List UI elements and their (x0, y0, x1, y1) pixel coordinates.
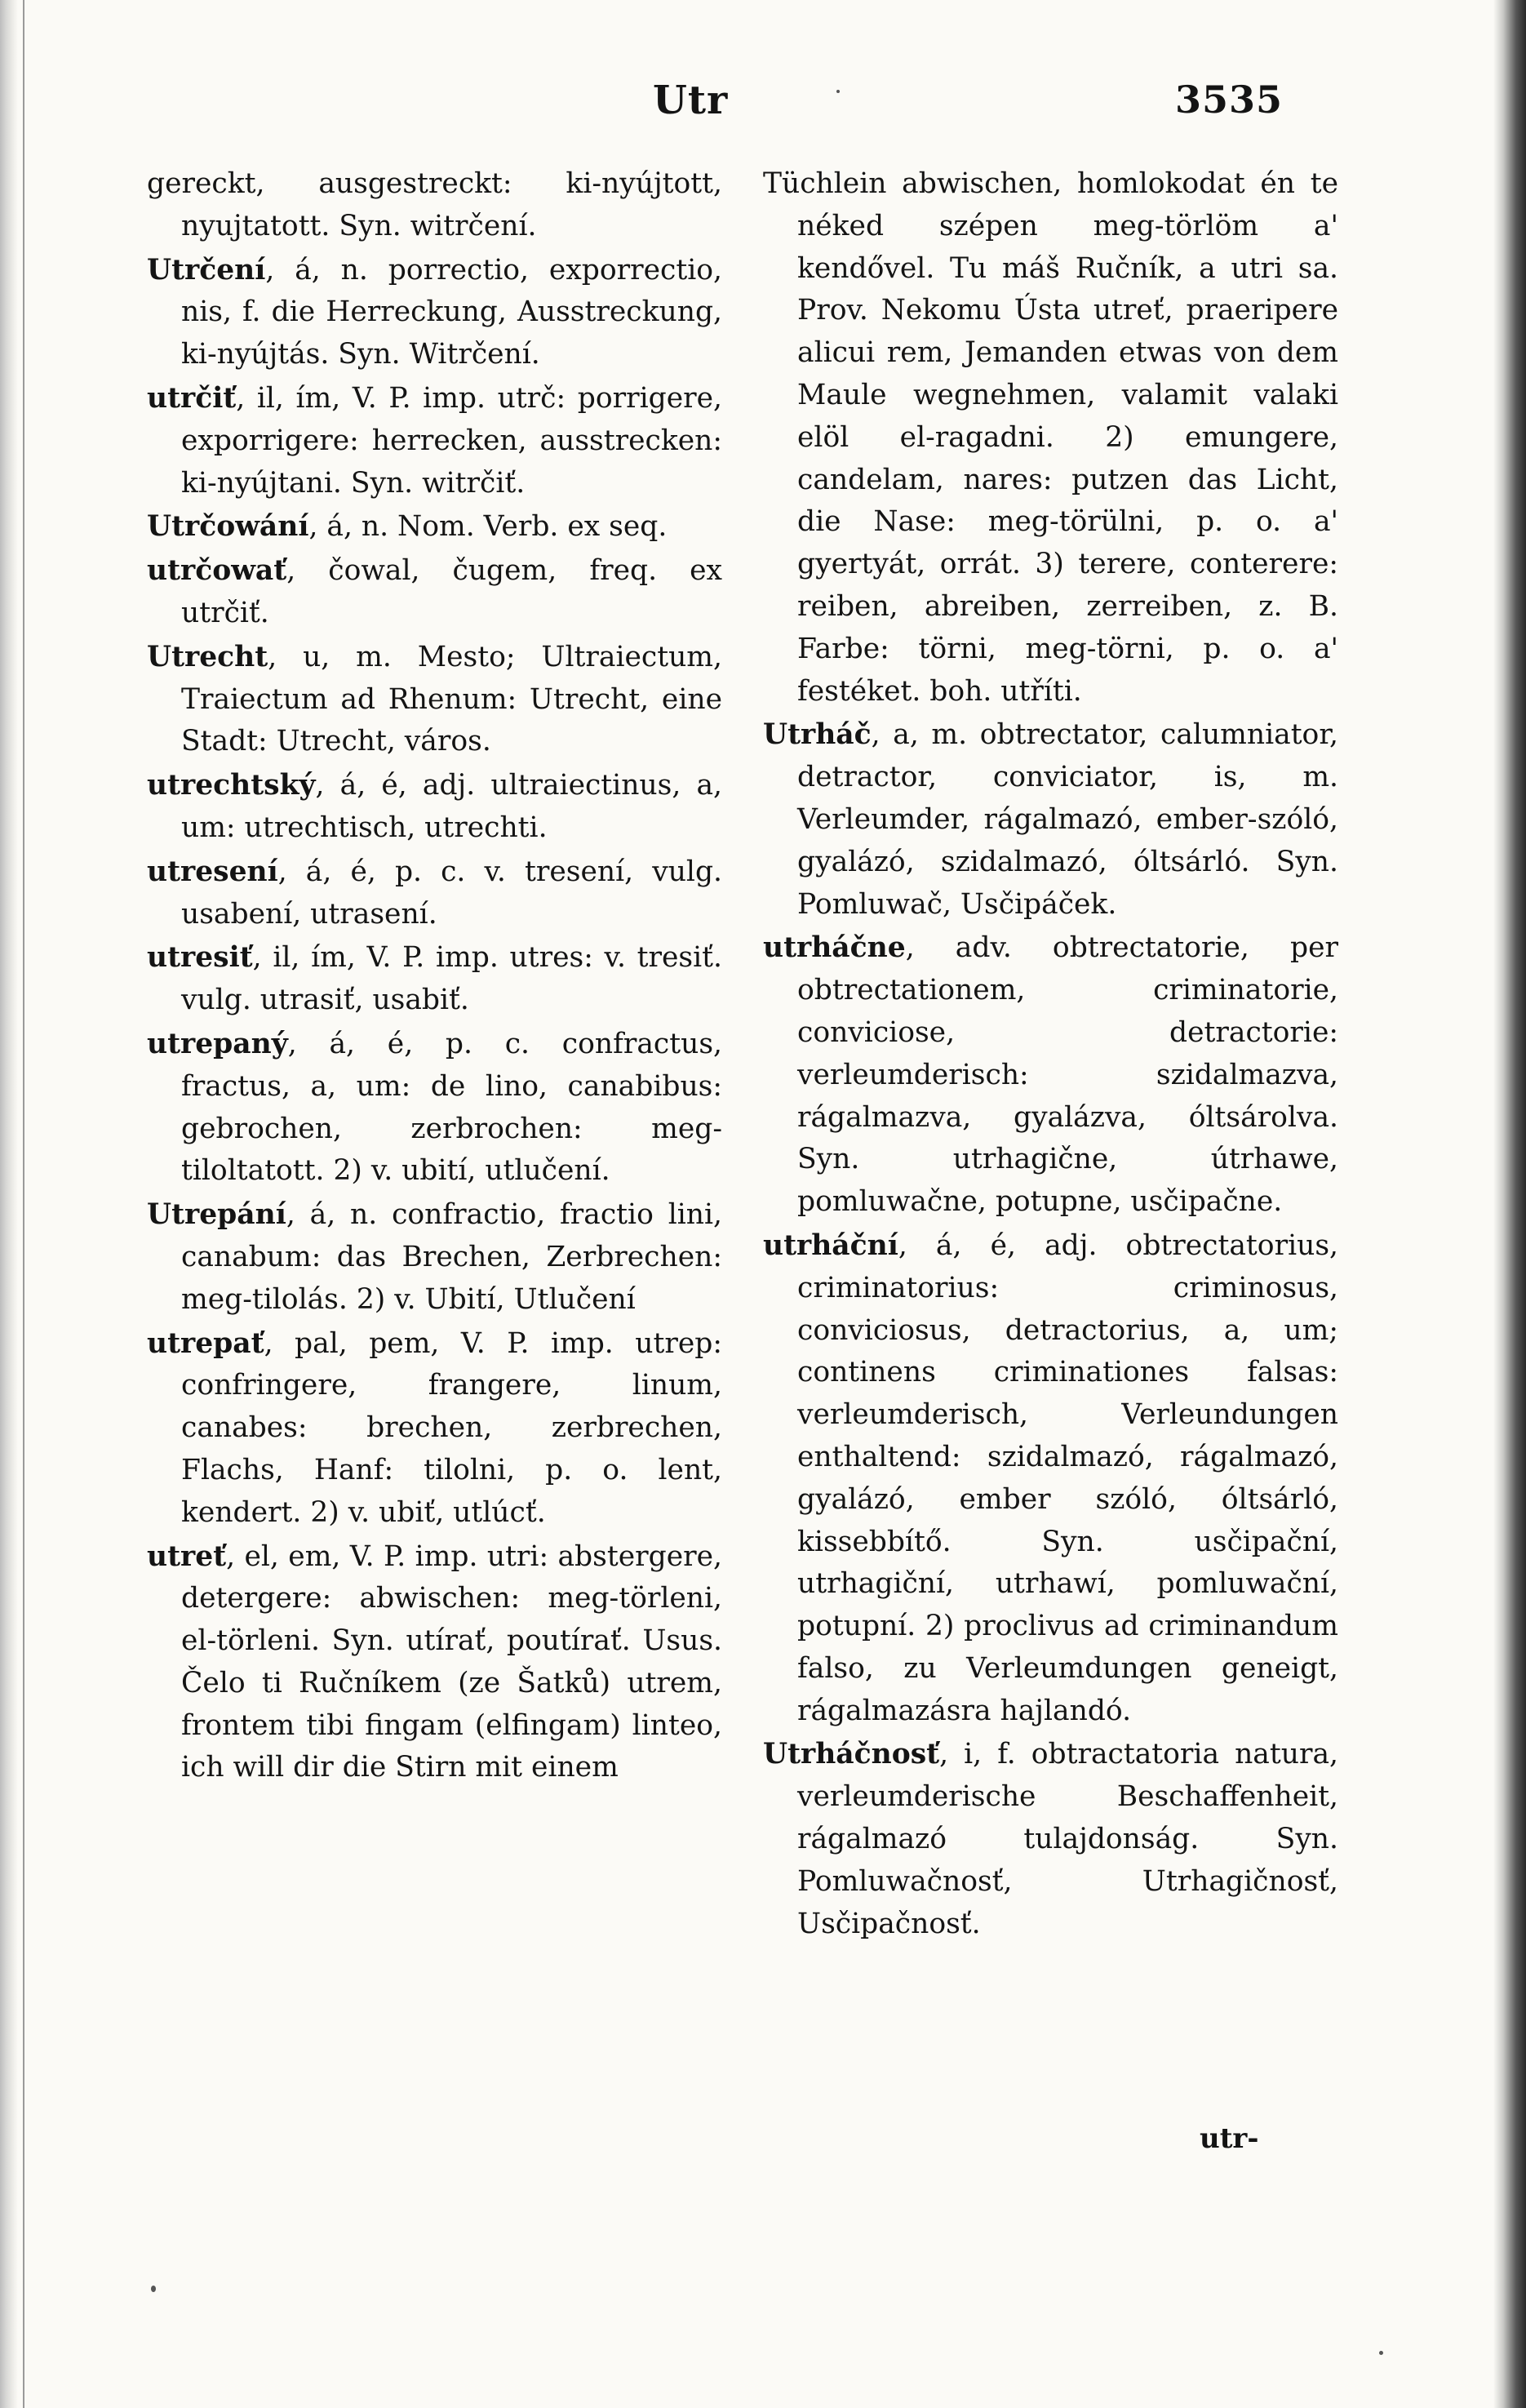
page-shadow-left (0, 0, 18, 2408)
dictionary-entry (147, 506, 722, 549)
definition: gereckt, ausgestreckt: ki-nyújtott, nyujtatott. Syn. witrčení. (147, 167, 722, 242)
headword: utreť (147, 1539, 227, 1573)
definition: , čowal, čugem, freq. ex utrčiť. (181, 554, 722, 629)
definition: , i, f. obtractatoria natura, verleumderische Beschaffenheit, rágalmazó tulajdonság. Syn. Pomluwačnosť, Utrhagičnosť, Usčipačnosť. (797, 1738, 1338, 1940)
dictionary-entry (147, 937, 722, 1022)
page-number: 3535 (1175, 78, 1284, 122)
headword: utrepaný (147, 1027, 288, 1060)
right-column (763, 163, 1338, 1947)
ink-speck (1379, 2351, 1383, 2355)
definition: , pal, pem, V. P. imp. utrep: confringere, frangere, linum, canabes: brechen, zerbrechen, Flachs, Hanf: tilolni, p. o. lent, kendert. 2) v. ubiť, utlúcť. (181, 1326, 722, 1529)
headword: Utrháčnosť (763, 1738, 940, 1771)
definition: , il, ím, V. P. imp. utres: v. tresiť. vulg. utrasiť, usabiť. (181, 941, 722, 1017)
headword: Utrecht (147, 640, 268, 673)
headword: utrháčne (763, 931, 906, 965)
dictionary-entry (147, 378, 722, 504)
headword: utresení (147, 855, 278, 888)
definition: , el, em, V. P. imp. utri: abstergere, detergere: abwischen: meg-törleni, el-törleni. Syn. utírať, poutírať. Usus. Čelo ti Ručníkem (ze Šatků) utrem, frontem tibi fingam (elfingam) linteo, ich will dir die Stirn mit einem (181, 1539, 722, 1784)
dictionary-entry (763, 714, 1338, 926)
dictionary-entry (763, 1734, 1338, 1945)
definition: , il, ím, V. P. imp. utrč: porrigere, exporrigere: herrecken, ausstrecken: ki-nyújtani. Syn. witrčiť. (181, 381, 722, 500)
headword: Utrháč (763, 718, 872, 752)
page-shadow-right (1493, 0, 1526, 2408)
dictionary-entry (147, 1194, 722, 1321)
dictionary-entry (147, 250, 722, 376)
dictionary-entry (147, 1323, 722, 1535)
headword: Utrčowání (147, 510, 309, 544)
dictionary-entry (147, 1536, 722, 1790)
dictionary-entry (147, 550, 722, 635)
dictionary-entry (147, 637, 722, 763)
running-head: Utr (653, 78, 729, 123)
dictionary-entry (763, 163, 1338, 713)
definition: , á, n. Nom. Verb. ex seq. (308, 510, 668, 544)
dictionary-entry (763, 927, 1338, 1224)
definition: , a, m. obtrectator, calumniator, detractor, conviciator, is, m. Verleumder, rágalmazó, ember-szóló, gyalázó, szidalmazó, óltsárló. Syn. Pomluwač, Usčipáček. (797, 718, 1338, 921)
headword: Utrepání (147, 1198, 286, 1232)
dictionary-entry (147, 851, 722, 936)
definition: , á, é, adj. obtrectatorius, criminatorius: criminosus, conviciosus, detractorius, a, um; continens criminationes falsas: verleumderisch, Verleundungen enthaltend: szidalmazó, rágalmazó, gyalázó, ember szóló, óltsárló, kissebbítő. Syn. usčipační, utrhagiční, utrhawí, pomluwační, potupní. 2) proclivus ad criminandum falso, zu Verleumdungen geneigt, rágalmazásra hajlandó. (797, 1228, 1338, 1727)
dictionary-entry (147, 1024, 722, 1193)
headword: utrčowať (147, 554, 287, 588)
headword: utrháční (763, 1228, 898, 1262)
left-column (147, 163, 722, 1791)
definition: , á, é, p. c. confractus, fractus, a, um: de lino, canabibus: gebrochen, zerbrochen: meg-tiloltatott. 2) v. ubití, utlučení. (181, 1027, 722, 1188)
definition: , adv. obtrectatorie, per obtrectationem, criminatorie, conviciose, detractorie: verleumderisch: szidalmazva, rágalmazva, gyalázva, óltsárolva. Syn. utrhagične, útrhawe, pomluwačne, potupne, usčipačne. (797, 931, 1338, 1219)
ink-speck (151, 2286, 156, 2292)
headword: utrčiť (147, 381, 237, 415)
dictionary-entry (147, 163, 722, 248)
definition: , á, n. porrectio, exporrectio, nis, f. die Herreckung, Ausstreckung, ki-nyújtás. Syn. Witrčení. (181, 253, 722, 371)
page-header (0, 78, 1526, 127)
definition: , á, é, p. c. v. tresení, vulg. usabení, utrasení. (181, 855, 722, 931)
ink-speck (836, 90, 840, 93)
dictionary-entry (763, 1225, 1338, 1733)
headword: utresiť (147, 941, 253, 975)
catchword: utr- (1200, 2122, 1259, 2155)
headword: utrechtský (147, 769, 316, 802)
definition: , á, n. confractio, fractio lini, canabum: das Brechen, Zerbrechen: meg-tilolás. 2) v. Ubití, Utlučení (181, 1198, 722, 1316)
dictionary-entry (147, 765, 722, 850)
headword: Utrčení (147, 253, 266, 287)
definition: , á, é, adj. ultraiectinus, a, um: utrechtisch, utrechti. (181, 769, 722, 844)
headword: utrepať (147, 1326, 264, 1360)
page-gutter-line (23, 0, 24, 2408)
definition: , u, m. Mesto; Ultraiectum, Traiectum ad Rhenum: Utrecht, eine Stadt: Utrecht, város. (181, 640, 722, 758)
definition: Tüchlein abwischen, homlokodat én te néked szépen meg-törlöm a' kendővel. Tu máš Ručník, a utri sa. Prov. Nekomu Ústa utreť, praeripere alicui rem, Jemanden etwas von dem Maule wegnehmen, valamit valaki elöl el-ragadni. 2) emungere, candelam, nares: putzen das Licht, die Nase: meg-törülni, p. o. a' gyertyát, orrát. 3) terere, conterere: reiben, abreiben, zerreiben, z. B. Farbe: törni, meg-törni, p. o. a' festéket. boh. utříti. (763, 167, 1338, 708)
